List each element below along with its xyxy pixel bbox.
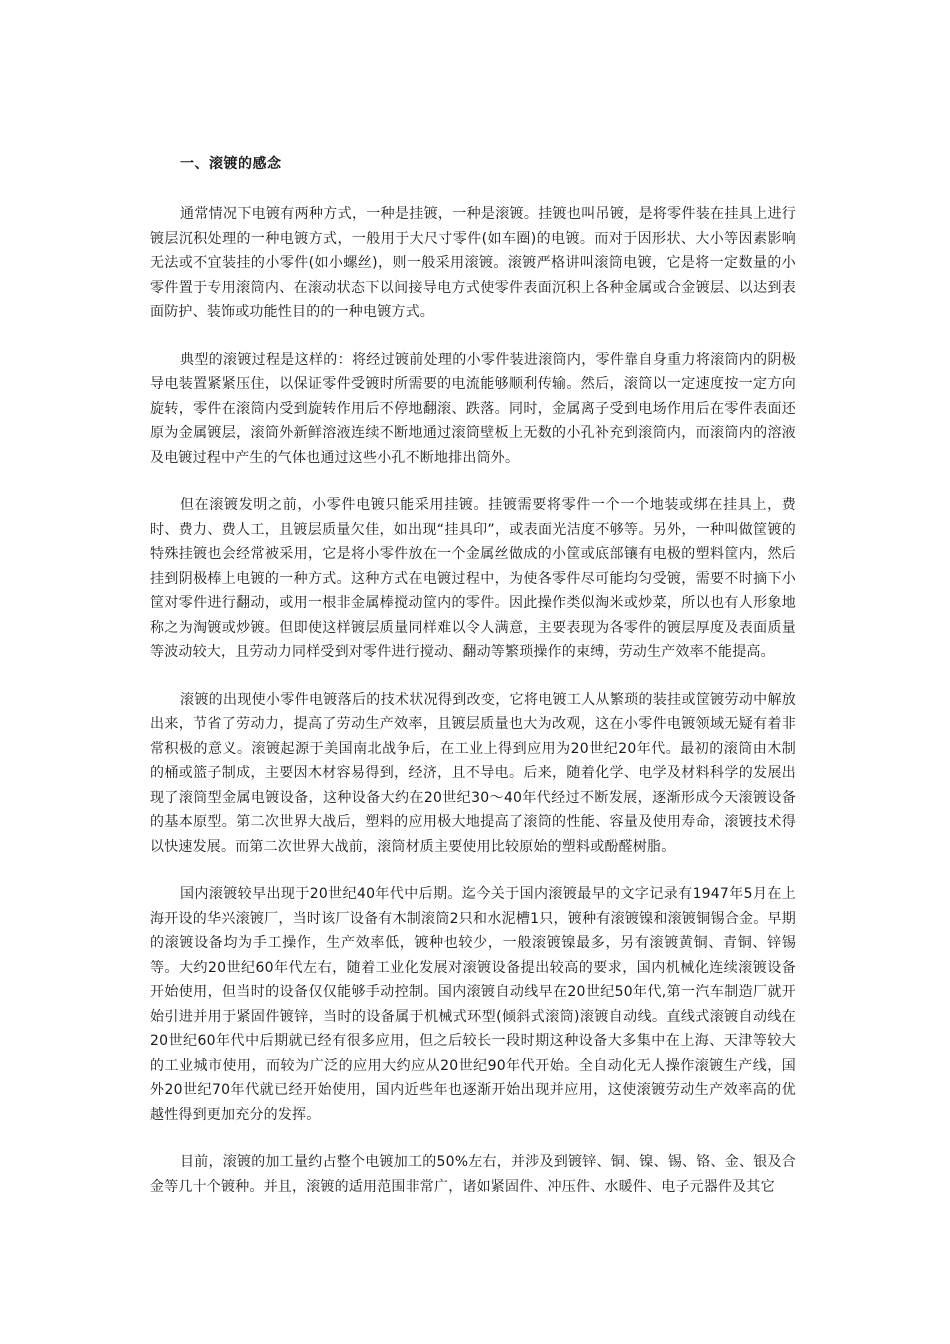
paragraph-definition: 通常情况下电镀有两种方式，一种是挂镀，一种是滚镀。挂镀也叫吊镀，是将零件装在挂具上进行镀层沉积处理的一种电镀方式，一般用于大尺寸零件(如车圈)的电镀。而对于因形状、大小等因素影响无法或不宜装挂的小零件(如小螺丝)，则一般采用滚镀。滚镀严格讲叫滚筒电镀，它是将一定数量的小零件置于专用滚筒内、在滚动状态下以间接导电方式使零件表面沉积上各种金属或合金镀层、以达到表面防护、装饰或功能性目的的一种电镀方式。 <box>150 206 796 320</box>
paragraph-process: 典型的滚镀过程是这样的：将经过镀前处理的小零件装进滚筒内，零件靠自身重力将滚筒内的阴极导电装置紧紧压住，以保证零件受镀时所需要的电流能够顺利传输。然后，滚筒以一定速度按一定方向旋转，零件在滚筒内受到旋转作用后不停地翻滚、跌落。同时，金属离子受到电场作用后在零件表面还原为金属镀层，滚筒外新鲜溶液连续不断地通过滚筒壁板上无数的小孔补充到滚筒内，而滚筒内的溶液及电镀过程中产生的气体也通过这些小孔不断地排出筒外。 <box>150 351 796 466</box>
paragraph-current: 目前，滚镀的加工量约占整个电镀加工的50%左右，并涉及到镀锌、铜、镍、锡、铬、金、银及合金等几十个镀种。并且，滚镀的适用范围非常广，诸如紧固件、冲压件、水暖件、电子元器件及其它 <box>150 1154 796 1195</box>
paragraph-before-barrel: 但在滚镀发明之前，小零件电镀只能采用挂镀。挂镀需要将零件一个一个地装或绑在挂具上，费时、费力、费人工，且镀层质量欠佳，如出现“挂具印”，或表面光洁度不够等。另外，一种叫做筐镀的特殊挂镀也会经常被采用，它是将小零件放在一个金属丝做成的小筐或底部镶有电极的塑料筐内，然后挂到阴极棒上电镀的一种方式。这种方式在电镀过程中，为使各零件尽可能均匀受镀，需要不时摘下小筐对零件进行翻动，或用一根非金属棒搅动筐内的零件。因此操作类似淘米或炒菜，所以也有人形象地称之为淘镀或炒镀。但即使这样镀层质量同样难以令人满意，主要表现为各零件的镀层厚度及表面质量等波动较大，且劳动力同样受到对零件进行搅动、翻动等繁琐操作的束缚，劳动生产效率不能提高。 <box>150 497 796 660</box>
paragraph-domestic: 国内滚镀较早出现于20世纪40年代中后期。迄今关于国内滚镀最早的文字记录有1947年5月在上海开设的华兴滚镀厂，当时该厂设备有木制滚筒2只和水泥槽1只，镀种有滚镀镍和滚镀铜锡合金。早期的滚镀设备均为手工操作，生产效率低，镀种也较少，一般滚镀镍最多，另有滚镀黄铜、青铜、锌锡等。大约20世纪60年代左右，随着工业化发展对滚镀设备提出较高的要求，国内机械化连续滚镀设备开始使用，但当时的设备仅仅能够手动控制。国内滚镀自动线早在20世纪50年代,第一汽车制造厂就开始引进并用于紧固件镀锌，当时的设备属于机械式环型(倾斜式滚筒)滚镀自动线。直线式滚镀自动线在20世纪60年代中后期就已经有很多应用，但之后较长一段时期这种设备大多集中在上海、天津等较大的工业城市使用，而较为广泛的应用大约应从20世纪90年代开始。全自动化无人操作滚镀生产线，国外20世纪70年代就已经开始使用，国内近些年也逐渐开始出现并应用，这使滚镀劳动生产效率高的优越性得到更加充分的发挥。 <box>150 886 796 1123</box>
document-page <box>150 152 796 1199</box>
section-heading: 一、滚镀的感念 <box>180 156 282 172</box>
paragraph-history: 滚镀的出现使小零件电镀落后的技术状况得到改变，它将电镀工人从繁琐的装挂或筐镀劳动中解放出来，节省了劳动力，提高了劳动生产效率，且镀层质量也大为改观，这在小零件电镀领域无疑有着非常积极的意义。滚镀起源于美国南北战争后，在工业上得到应用为20世纪20年代。最初的滚筒由木制的桶或篮子制成，主要因木材容易得到，经济，且不导电。后来，随着化学、电学及材料科学的发展出现了滚筒型金属电镀设备，这种设备大约在20世纪30～40年代经过不断发展，逐渐形成今天滚镀设备的基本原型。第二次世界大战后，塑料的应用极大地提高了滚筒的性能、容量及使用寿命，滚镀技术得以快速发展。而第二次世界大战前，滚筒材质主要使用比较原始的塑料或酚醛树脂。 <box>150 691 796 855</box>
